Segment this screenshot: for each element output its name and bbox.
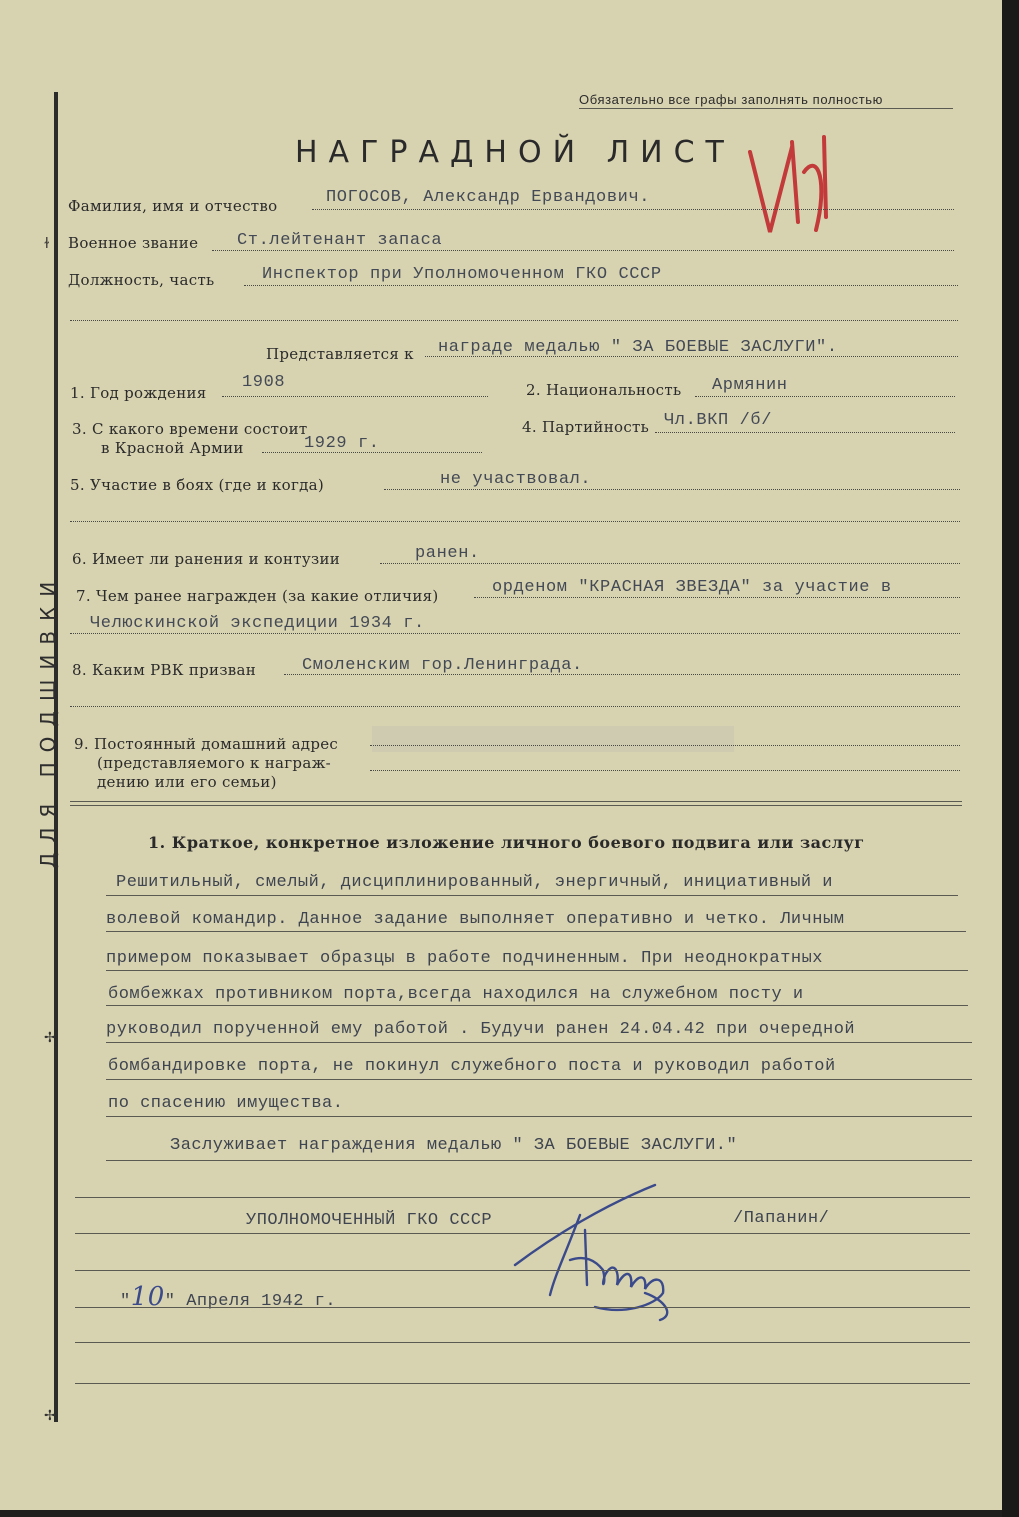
merit-line: по спасению имущества. bbox=[108, 1094, 344, 1113]
section-title: 1. Краткое, конкретное изложение личного боевого подвига или заслуг bbox=[148, 833, 865, 852]
header-notice: Обязательно все графы заполнять полностью bbox=[579, 92, 884, 107]
wounds-value: ранен. bbox=[415, 544, 480, 563]
merit-line: волевой командир. Данное задание выполняет оперативно и четко. Личным bbox=[106, 910, 845, 929]
merit-line: руководил порученной ему работой . Будучи ранен 24.04.42 при очередной bbox=[106, 1020, 856, 1039]
position-label: Должность, часть bbox=[68, 271, 215, 289]
army-since-label-1: 3. С какого времени состоит bbox=[72, 420, 308, 438]
wounds-label: 6. Имеет ли ранения и контузии bbox=[72, 550, 341, 568]
address-label-2: (представляемого к награж- bbox=[97, 754, 332, 772]
nationality-value: Армянин bbox=[712, 376, 788, 395]
army-since-value: 1929 г. bbox=[304, 434, 380, 453]
prior-awards-value-1: орденом "КРАСНАЯ ЗВЕЗДА" за участие в bbox=[492, 578, 892, 597]
nationality-label: 2. Национальность bbox=[526, 381, 682, 399]
prior-awards-label: 7. Чем ранее награжден (за какие отличия) bbox=[76, 587, 439, 605]
position-value: Инспектор при Уполномоченном ГКО СССР bbox=[262, 265, 662, 284]
birth-year-label: 1. Год рождения bbox=[70, 384, 207, 402]
address-label-3: дению или его семьи) bbox=[97, 773, 277, 791]
date-rest: Апреля 1942 г. bbox=[186, 1292, 337, 1311]
combat-value: не участвовал. bbox=[440, 470, 592, 489]
draft-office-value: Смоленским гор.Ленинграда. bbox=[302, 656, 583, 675]
party-label: 4. Партийность bbox=[522, 418, 650, 436]
merit-line: примером показывает образцы в работе подчиненным. При неоднократных bbox=[106, 949, 824, 968]
name-label: Фамилия, имя и отчество bbox=[68, 197, 278, 215]
birth-year-value: 1908 bbox=[242, 373, 286, 392]
signature-date: "10" Апреля 1942 г. bbox=[120, 1282, 337, 1312]
rank-value: Ст.лейтенант запаса bbox=[237, 231, 443, 250]
scan-edge bbox=[1002, 0, 1019, 1517]
rank-label: Военное звание bbox=[68, 234, 199, 252]
prior-awards-value-2: Челюскинской экспедиции 1934 г. bbox=[90, 614, 425, 633]
merit-line: бомбандировке порта, не покинул служебного поста и руководил работой bbox=[108, 1057, 836, 1076]
merit-line: Решитильный, смелый, дисциплинированный, энергичный, инициативный и bbox=[116, 873, 834, 892]
margin-tick-icon: ɫ bbox=[44, 236, 50, 252]
signatory-name: /Папанин/ bbox=[733, 1209, 830, 1228]
presented-value: награде медалью " ЗА БОЕВЫЕ ЗАСЛУГИ". bbox=[438, 338, 838, 357]
combat-label: 5. Участие в боях (где и когда) bbox=[70, 476, 325, 494]
signatory-title: УПОЛНОМОЧЕННЫЙ ГКО СССР bbox=[246, 1211, 493, 1230]
redacted-address bbox=[372, 726, 734, 752]
merit-conclusion: Заслуживает награждения медалью " ЗА БОЕВЫЕ ЗАСЛУГИ." bbox=[170, 1136, 738, 1155]
margin-label: ДЛЯ ПОДШИВКИ bbox=[36, 571, 60, 869]
merit-line: бомбежках противником порта,всегда находился на служебном посту и bbox=[108, 985, 804, 1004]
army-since-label-2: в Красной Армии bbox=[101, 439, 244, 457]
margin-tick-icon: ✢ bbox=[44, 1408, 56, 1424]
presented-label: Представляется к bbox=[266, 345, 414, 363]
name-value: ПОГОСОВ, Александр Ервандович. bbox=[326, 188, 651, 207]
draft-office-label: 8. Каким РВК призван bbox=[72, 661, 257, 679]
margin-tick-icon: ✢ bbox=[44, 1030, 56, 1046]
party-value: Чл.ВКП /б/ bbox=[664, 411, 773, 430]
handwritten-signature bbox=[495, 1175, 695, 1325]
document-title: НАГРАДНОЙ ЛИСТ bbox=[295, 135, 735, 170]
date-day: 10 bbox=[130, 1282, 165, 1312]
address-label-1: 9. Постоянный домашний адрес bbox=[74, 735, 339, 753]
red-handwritten-mark bbox=[740, 112, 850, 247]
